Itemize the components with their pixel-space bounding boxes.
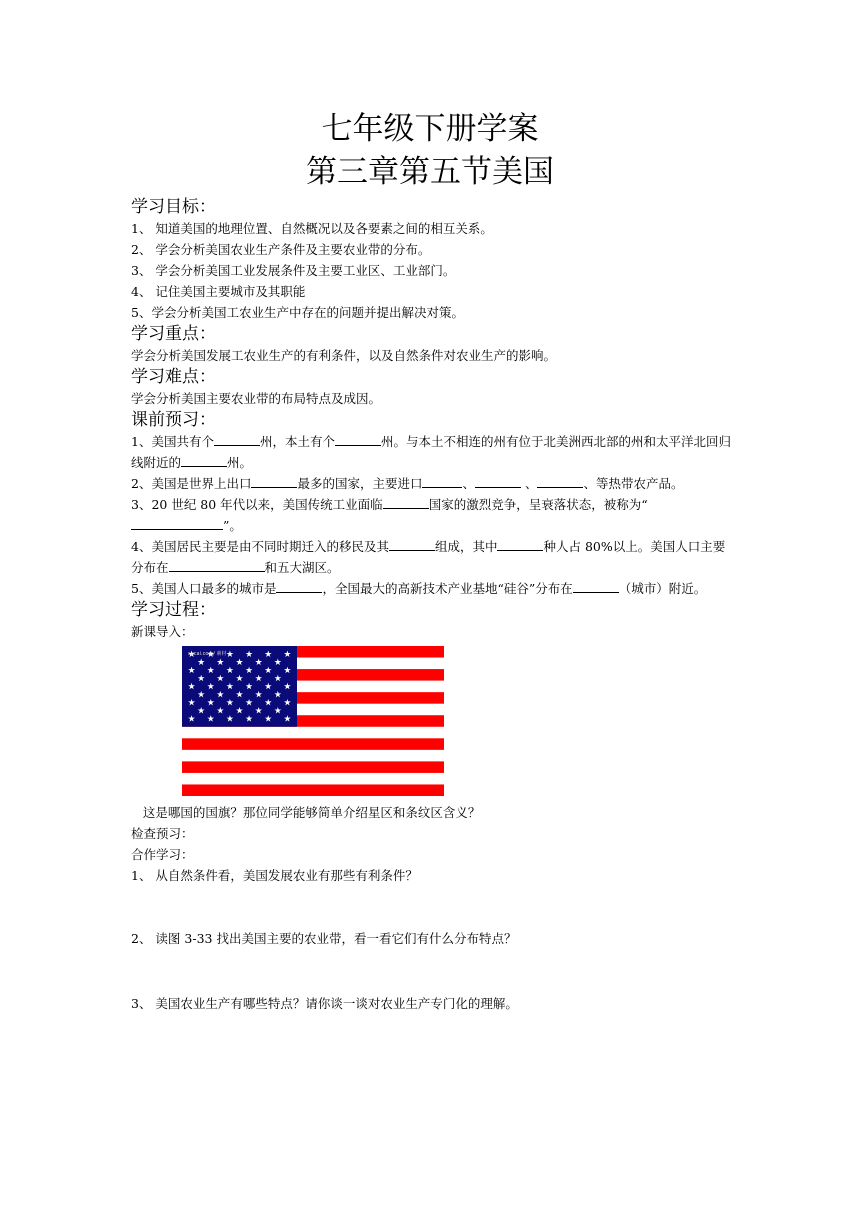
q2-text-c: 、 — [462, 476, 475, 491]
intro-label: 新课导入： — [131, 624, 194, 639]
coop-label: 合作学习： — [131, 847, 194, 862]
flag-question: 这是哪国的国旗？那位同学能够简单介绍星区和条纹区含义？ — [131, 805, 481, 820]
q4-text-a: 4、美国居民主要是由不同时期迁入的移民及其 — [131, 539, 389, 554]
objective-item: 4、 记住美国主要城市及其职能 — [131, 284, 306, 299]
flag-stripe — [182, 727, 444, 739]
answer-blank[interactable] — [383, 494, 429, 509]
flag-canton — [182, 646, 297, 727]
preview-question-1 — [131, 431, 731, 473]
answer-blank[interactable] — [251, 473, 297, 488]
preview-question-2 — [131, 473, 731, 494]
coop-question-3: 3、 美国农业生产有哪些特点？请你谈一谈对农业生产专门化的理解。 — [131, 996, 518, 1011]
difficulty-text: 学会分析美国主要农业带的布局特点及成因。 — [131, 391, 382, 406]
image-watermark: sucai.com/ 素材 — [188, 651, 227, 657]
q2-text-b: 最多的国家，主要进口 — [297, 476, 423, 491]
answer-blank[interactable] — [537, 473, 583, 488]
answer-space[interactable] — [131, 949, 731, 993]
us-flag-image — [182, 646, 444, 796]
q1-text-b: 州，本土有个 — [259, 434, 335, 449]
q5-text-c: （城市）附近。 — [618, 581, 707, 596]
answer-blank[interactable] — [169, 557, 265, 572]
flag-stripe — [182, 784, 444, 796]
coop-question-1: 1、 从自然条件看，美国发展农业有那些有利条件？ — [131, 868, 418, 883]
coop-question-2: 2、 读图 3-33 找出美国主要的农业带，看一看它们有什么分布特点？ — [131, 931, 517, 946]
q3-text-b: 国家的激烈竞争，呈衰落状态，被称为“ — [428, 497, 648, 512]
q1-text-a: 1、美国共有个 — [131, 434, 214, 449]
q4-text-d: 和五大湖区。 — [264, 560, 340, 575]
document-title: 七年级下册学案 — [321, 111, 539, 147]
difficulty-heading: 学习难点： — [131, 367, 216, 387]
q4-text-b: 组成，其中 — [434, 539, 498, 554]
flag-stripe — [182, 750, 444, 762]
answer-blank[interactable] — [214, 431, 260, 446]
q2-text-d: 、 — [521, 476, 538, 491]
focus-text: 学会分析美国发展工农业生产的有利条件，以及自然条件对农业生产的影响。 — [131, 348, 557, 363]
answer-blank[interactable] — [573, 578, 619, 593]
preview-question-3 — [131, 494, 731, 536]
answer-blank[interactable] — [389, 536, 435, 551]
objective-item: 1、 知道美国的地理位置、自然概况以及各要素之间的相互关系。 — [131, 221, 493, 236]
objective-item: 2、 学会分析美国农业生产条件及主要农业带的分布。 — [131, 242, 431, 257]
q4-text-c: 种人占 80%以上。美国人口主要分布在 — [131, 539, 726, 575]
answer-blank[interactable] — [335, 431, 381, 446]
flag-stripe — [182, 738, 444, 750]
objective-item: 5、学会分析美国工农业生产中存在的问题并提出解决对策。 — [131, 305, 464, 320]
preview-question-4 — [131, 536, 731, 578]
q5-text-a: 5、美国人口最多的城市是 — [131, 581, 277, 596]
us-flag-graphic — [182, 646, 444, 796]
objectives-heading: 学习目标： — [131, 197, 216, 217]
q1-text-d: 州。 — [227, 455, 253, 470]
answer-blank[interactable] — [276, 578, 322, 593]
check-label: 检查预习： — [131, 826, 194, 841]
document-body — [131, 196, 731, 1014]
answer-blank[interactable] — [422, 473, 462, 488]
answer-blank[interactable] — [181, 452, 227, 467]
process-heading: 学习过程： — [131, 600, 216, 620]
preview-heading: 课前预习： — [131, 410, 216, 430]
preview-question-5 — [131, 578, 731, 599]
q3-text-c: ”。 — [223, 518, 242, 533]
flag-stripe — [182, 761, 444, 773]
answer-blank[interactable] — [475, 473, 521, 488]
document-subtitle: 第三章第五节美国 — [306, 154, 554, 190]
answer-space[interactable] — [131, 886, 731, 928]
q1-text-c: 州。与本土不相连的州有位于北美洲西北部的州和太平洋北回归线附近的 — [131, 434, 731, 470]
q2-text-e: 、等热带农产品。 — [583, 476, 684, 491]
q2-text-a: 2、美国是世界上出口 — [131, 476, 252, 491]
answer-blank[interactable] — [131, 515, 223, 530]
flag-stripe — [182, 773, 444, 785]
q3-text-a: 3、20 世纪 80 年代以来，美国传统工业面临 — [131, 497, 383, 512]
focus-heading: 学习重点： — [131, 324, 216, 344]
answer-blank[interactable] — [497, 536, 543, 551]
objective-item: 3、 学会分析美国工业发展条件及主要工业区、工业部门。 — [131, 263, 456, 278]
q5-text-b: ，全国最大的高新技术产业基地“硅谷”分布在 — [322, 581, 573, 596]
